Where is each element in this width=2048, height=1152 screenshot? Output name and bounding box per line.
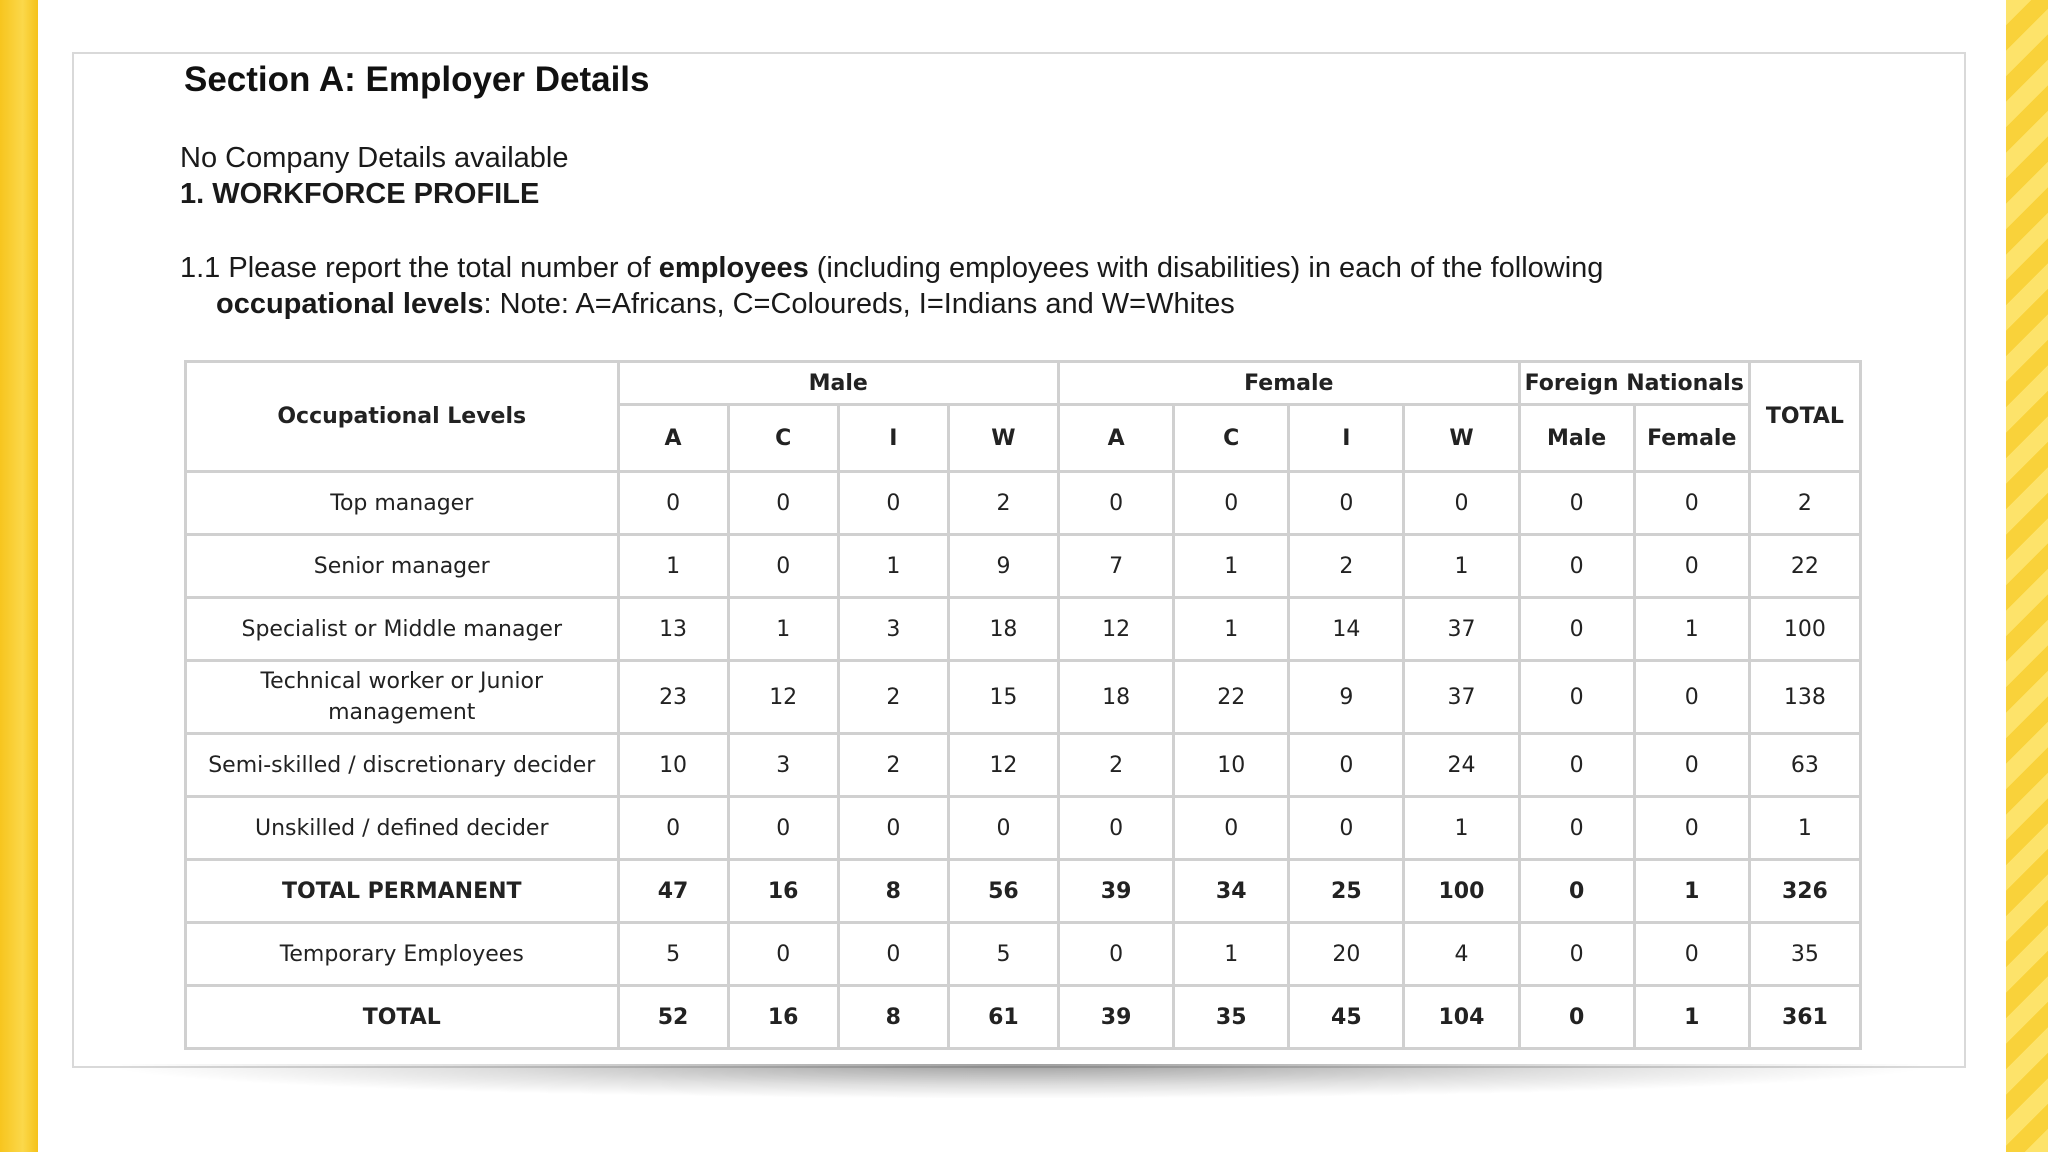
header-occupational-levels: Occupational Levels: [186, 362, 619, 472]
table-cell: 35: [1749, 923, 1860, 986]
table-row: [186, 598, 1861, 661]
table-cell: 7: [1059, 535, 1174, 598]
table-cell: 45: [1289, 986, 1404, 1049]
table-cell: 2: [838, 661, 948, 734]
table-cell: 0: [838, 923, 948, 986]
instructions-line-2: [180, 286, 1603, 322]
table-cell: 0: [838, 472, 948, 535]
table-cell: 2: [1059, 734, 1174, 797]
table-cell: 22: [1174, 661, 1289, 734]
table-cell: 0: [1634, 923, 1749, 986]
table-cell: 0: [838, 797, 948, 860]
header-male-a: A: [618, 405, 728, 472]
table-cell: 1: [1749, 797, 1860, 860]
table-cell: 0: [1059, 923, 1174, 986]
row-label: Technical worker or Junior management: [186, 661, 619, 734]
table-cell: 63: [1749, 734, 1860, 797]
table-cell: 52: [618, 986, 728, 1049]
table-cell: 0: [1519, 661, 1634, 734]
table-cell: 0: [1634, 734, 1749, 797]
left-yellow-border: [0, 0, 38, 1152]
table-cell: 0: [1634, 661, 1749, 734]
header-female: Female: [1059, 362, 1520, 405]
workforce-profile-table: [184, 360, 1862, 1050]
table-row: [186, 661, 1861, 734]
table-cell: 24: [1404, 734, 1519, 797]
table-cell: 23: [618, 661, 728, 734]
table-cell: 25: [1289, 860, 1404, 923]
table-cell: 0: [1519, 734, 1634, 797]
table-cell: 1: [1174, 923, 1289, 986]
table-cell: 361: [1749, 986, 1860, 1049]
table-cell: 37: [1404, 661, 1519, 734]
table-cell: 1: [1174, 598, 1289, 661]
table-cell: 0: [1289, 734, 1404, 797]
table-cell: 9: [1289, 661, 1404, 734]
table-cell: 16: [728, 986, 838, 1049]
table-cell: 12: [1059, 598, 1174, 661]
row-label: Top manager: [186, 472, 619, 535]
instructions-line-1: [180, 250, 1603, 286]
table-cell: 13: [618, 598, 728, 661]
instructions-bold-employees: employees: [658, 252, 809, 284]
table-row-total: [186, 986, 1861, 1049]
table-cell: 0: [618, 797, 728, 860]
instructions-middle: (including employees with disabilities) in each of the following: [808, 252, 1604, 284]
table-cell: 10: [1174, 734, 1289, 797]
table-cell: 39: [1059, 986, 1174, 1049]
table-cell: 1: [1404, 797, 1519, 860]
table-cell: 1: [838, 535, 948, 598]
table-cell: 34: [1174, 860, 1289, 923]
table-cell: 5: [948, 923, 1058, 986]
row-label: Senior manager: [186, 535, 619, 598]
table-cell: 138: [1749, 661, 1860, 734]
row-label: Semi-skilled / discretionary decider: [186, 734, 619, 797]
table-cell: 0: [1519, 986, 1634, 1049]
table-cell: 14: [1289, 598, 1404, 661]
table-cell: 0: [1519, 535, 1634, 598]
table-cell: 0: [728, 797, 838, 860]
header-foreign-female: Female: [1634, 405, 1749, 472]
table-cell: 2: [1749, 472, 1860, 535]
row-label: TOTAL: [186, 986, 619, 1049]
table-cell: 1: [1634, 986, 1749, 1049]
table-row: [186, 535, 1861, 598]
table-row: [186, 472, 1861, 535]
table-cell: 37: [1404, 598, 1519, 661]
table-cell: 22: [1749, 535, 1860, 598]
table-cell: 0: [1174, 472, 1289, 535]
table-cell: 0: [728, 472, 838, 535]
table-cell: 15: [948, 661, 1058, 734]
table-cell: 2: [838, 734, 948, 797]
table-row-total-permanent: [186, 860, 1861, 923]
row-label: TOTAL PERMANENT: [186, 860, 619, 923]
header-female-a: A: [1059, 405, 1174, 472]
table-cell: 16: [728, 860, 838, 923]
table-cell: 1: [618, 535, 728, 598]
table-cell: 0: [1289, 797, 1404, 860]
section-title: Section A: Employer Details: [184, 60, 650, 99]
table-cell: 0: [1634, 535, 1749, 598]
table-cell: 0: [1059, 797, 1174, 860]
header-female-w: W: [1404, 405, 1519, 472]
table-cell: 0: [618, 472, 728, 535]
table-cell: 10: [618, 734, 728, 797]
table-cell: 56: [948, 860, 1058, 923]
header-foreign-male: Male: [1519, 405, 1634, 472]
table-cell: 47: [618, 860, 728, 923]
card-shadow: [120, 1064, 1920, 1098]
header-female-c: C: [1174, 405, 1289, 472]
table-cell: 100: [1749, 598, 1860, 661]
table-cell: 0: [1519, 797, 1634, 860]
table-cell: 0: [1404, 472, 1519, 535]
table-cell: 3: [838, 598, 948, 661]
table-cell: 18: [948, 598, 1058, 661]
table-cell: 0: [1519, 860, 1634, 923]
table-cell: 2: [948, 472, 1058, 535]
table-cell: 0: [1634, 472, 1749, 535]
table-cell: 0: [728, 923, 838, 986]
instructions-bold-occupational: occupational levels: [216, 288, 484, 320]
table-row: [186, 734, 1861, 797]
table-cell: 1: [1404, 535, 1519, 598]
table-cell: 326: [1749, 860, 1860, 923]
table-cell: 0: [1059, 472, 1174, 535]
table-cell: 4: [1404, 923, 1519, 986]
workforce-profile-heading: 1. WORKFORCE PROFILE: [180, 178, 540, 210]
table-cell: 1: [1634, 860, 1749, 923]
table-cell: 0: [1174, 797, 1289, 860]
table-cell: 20: [1289, 923, 1404, 986]
table-cell: 0: [1519, 472, 1634, 535]
table-cell: 8: [838, 986, 948, 1049]
header-male: Male: [618, 362, 1059, 405]
table-cell: 1: [1634, 598, 1749, 661]
table-cell: 1: [1174, 535, 1289, 598]
table-cell: 2: [1289, 535, 1404, 598]
row-label: Specialist or Middle manager: [186, 598, 619, 661]
header-male-c: C: [728, 405, 838, 472]
row-label: Temporary Employees: [186, 923, 619, 986]
table-cell: 8: [838, 860, 948, 923]
table-cell: 0: [1519, 598, 1634, 661]
table-cell: 1: [728, 598, 838, 661]
instructions-suffix: : Note: A=Africans, C=Coloureds, I=Indians and W=Whites: [483, 288, 1235, 320]
row-label: Unskilled / defined decider: [186, 797, 619, 860]
table-cell: 39: [1059, 860, 1174, 923]
table-cell: 0: [948, 797, 1058, 860]
table-cell: 0: [1289, 472, 1404, 535]
table-cell: 104: [1404, 986, 1519, 1049]
table-cell: 12: [728, 661, 838, 734]
header-female-i: I: [1289, 405, 1404, 472]
table-row: [186, 923, 1861, 986]
no-company-details-text: No Company Details available: [180, 142, 569, 174]
right-yellow-border: [2006, 0, 2048, 1152]
table-cell: 61: [948, 986, 1058, 1049]
header-male-i: I: [838, 405, 948, 472]
instructions-paragraph: [180, 250, 1603, 322]
header-total: TOTAL: [1749, 362, 1860, 472]
table-cell: 35: [1174, 986, 1289, 1049]
table-cell: 0: [1634, 797, 1749, 860]
table-cell: 0: [728, 535, 838, 598]
header-male-w: W: [948, 405, 1058, 472]
table-cell: 5: [618, 923, 728, 986]
header-foreign-nationals: Foreign Nationals: [1519, 362, 1749, 405]
table-row: [186, 797, 1861, 860]
table-cell: 100: [1404, 860, 1519, 923]
table-cell: 12: [948, 734, 1058, 797]
table-cell: 18: [1059, 661, 1174, 734]
table-cell: 3: [728, 734, 838, 797]
table-cell: 0: [1519, 923, 1634, 986]
instructions-prefix: 1.1 Please report the total number of: [180, 252, 659, 284]
table-cell: 9: [948, 535, 1058, 598]
